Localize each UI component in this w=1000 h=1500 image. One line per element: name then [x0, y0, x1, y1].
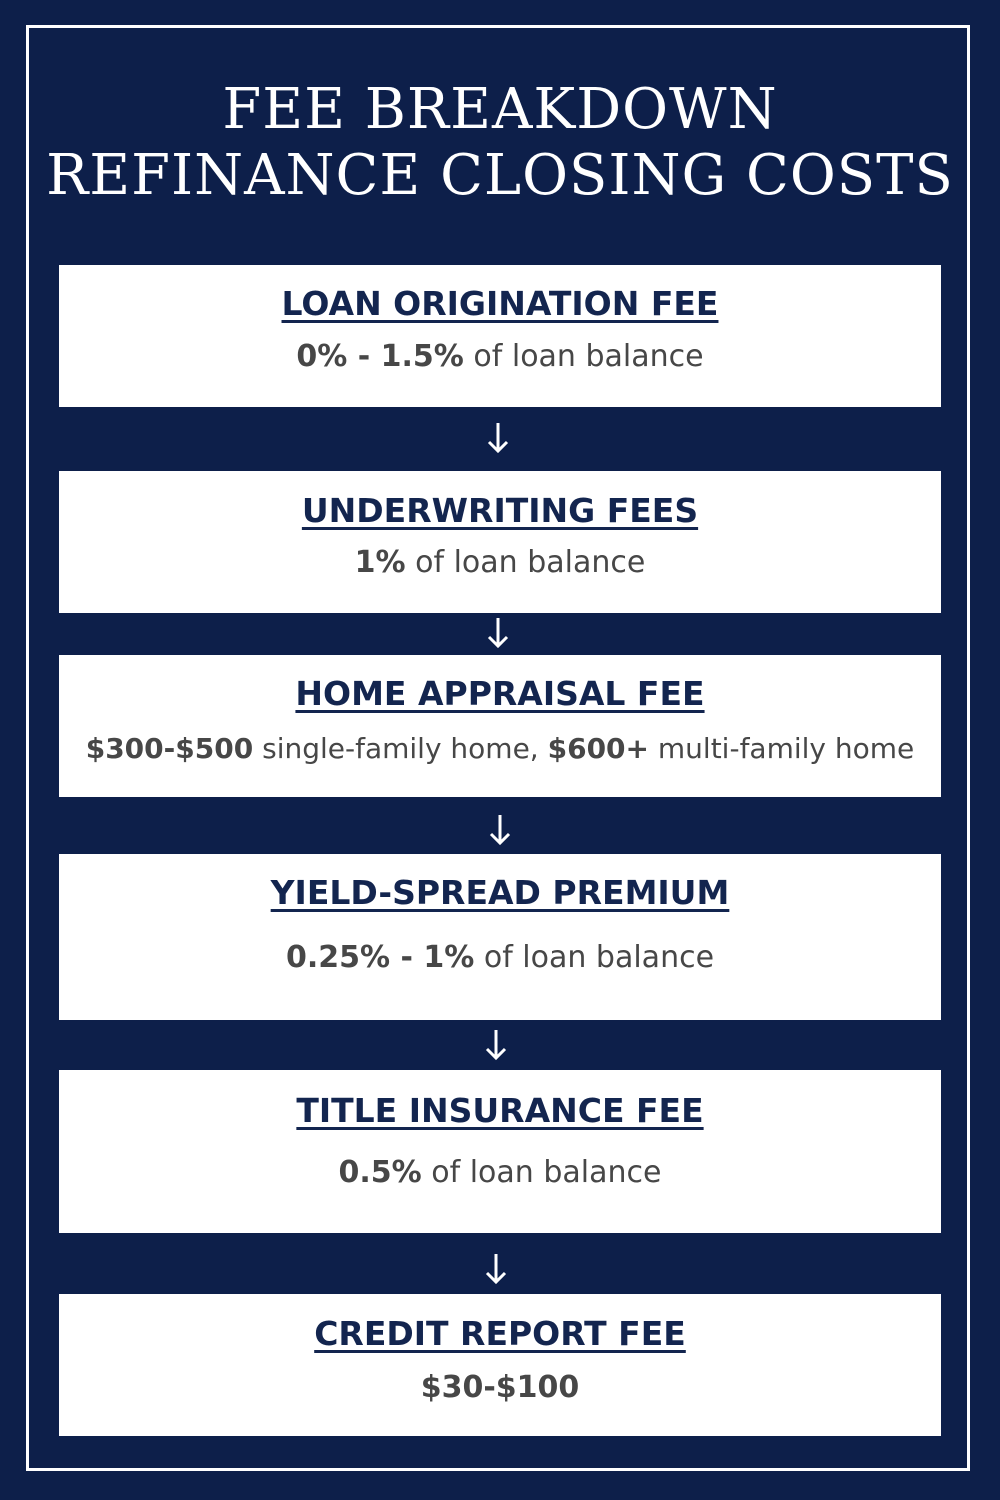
fee-title: CREDIT REPORT FEE	[314, 1314, 686, 1353]
fee-detail: of loan balance	[405, 545, 646, 580]
fee-description	[59, 1369, 941, 1407]
fee-detail: of loan balance	[474, 940, 715, 975]
arrow-down-icon	[485, 813, 515, 847]
fee-description	[59, 544, 941, 582]
arrow-down-icon	[481, 1252, 511, 1286]
arrow-down-icon	[483, 421, 513, 455]
fee-amount: 0% - 1.5%	[296, 339, 464, 374]
fee-title: LOAN ORIGINATION FEE	[281, 284, 719, 323]
fee-description	[59, 338, 941, 376]
fee-amount-secondary: $600+	[547, 732, 649, 765]
page-title-line2: REFINANCE CLOSING COSTS	[46, 143, 954, 208]
fee-detail: of loan balance	[463, 339, 704, 374]
fee-detail-secondary: multi-family home	[649, 732, 915, 765]
arrow-down-icon	[481, 1028, 511, 1062]
fee-detail: of loan balance	[421, 1155, 662, 1190]
arrow-down-icon	[483, 616, 513, 650]
fee-amount: 1%	[354, 545, 406, 580]
fee-description	[59, 1154, 941, 1192]
fee-title: HOME APPRAISAL FEE	[295, 674, 705, 713]
fee-box-home-appraisal	[59, 655, 941, 797]
fee-box-yield-spread	[59, 854, 941, 1020]
fee-amount: 0.25% - 1%	[285, 940, 475, 975]
fee-box-credit-report	[59, 1294, 941, 1436]
fee-box-title-insurance	[59, 1070, 941, 1233]
fee-box-loan-origination	[59, 265, 941, 407]
fee-title: YIELD-SPREAD PREMIUM	[270, 873, 730, 912]
fee-title: TITLE INSURANCE FEE	[296, 1091, 704, 1130]
page-title-line1: FEE BREAKDOWN	[222, 77, 778, 142]
fee-description	[59, 730, 941, 768]
fee-title: UNDERWRITING FEES	[301, 491, 699, 530]
fee-amount: 0.5%	[338, 1155, 422, 1190]
fee-box-underwriting	[59, 471, 941, 613]
fee-detail: single-family home,	[253, 732, 548, 765]
fee-description	[59, 939, 941, 977]
fee-amount: $300-$500	[85, 732, 254, 765]
fee-amount: $30-$100	[420, 1370, 580, 1405]
